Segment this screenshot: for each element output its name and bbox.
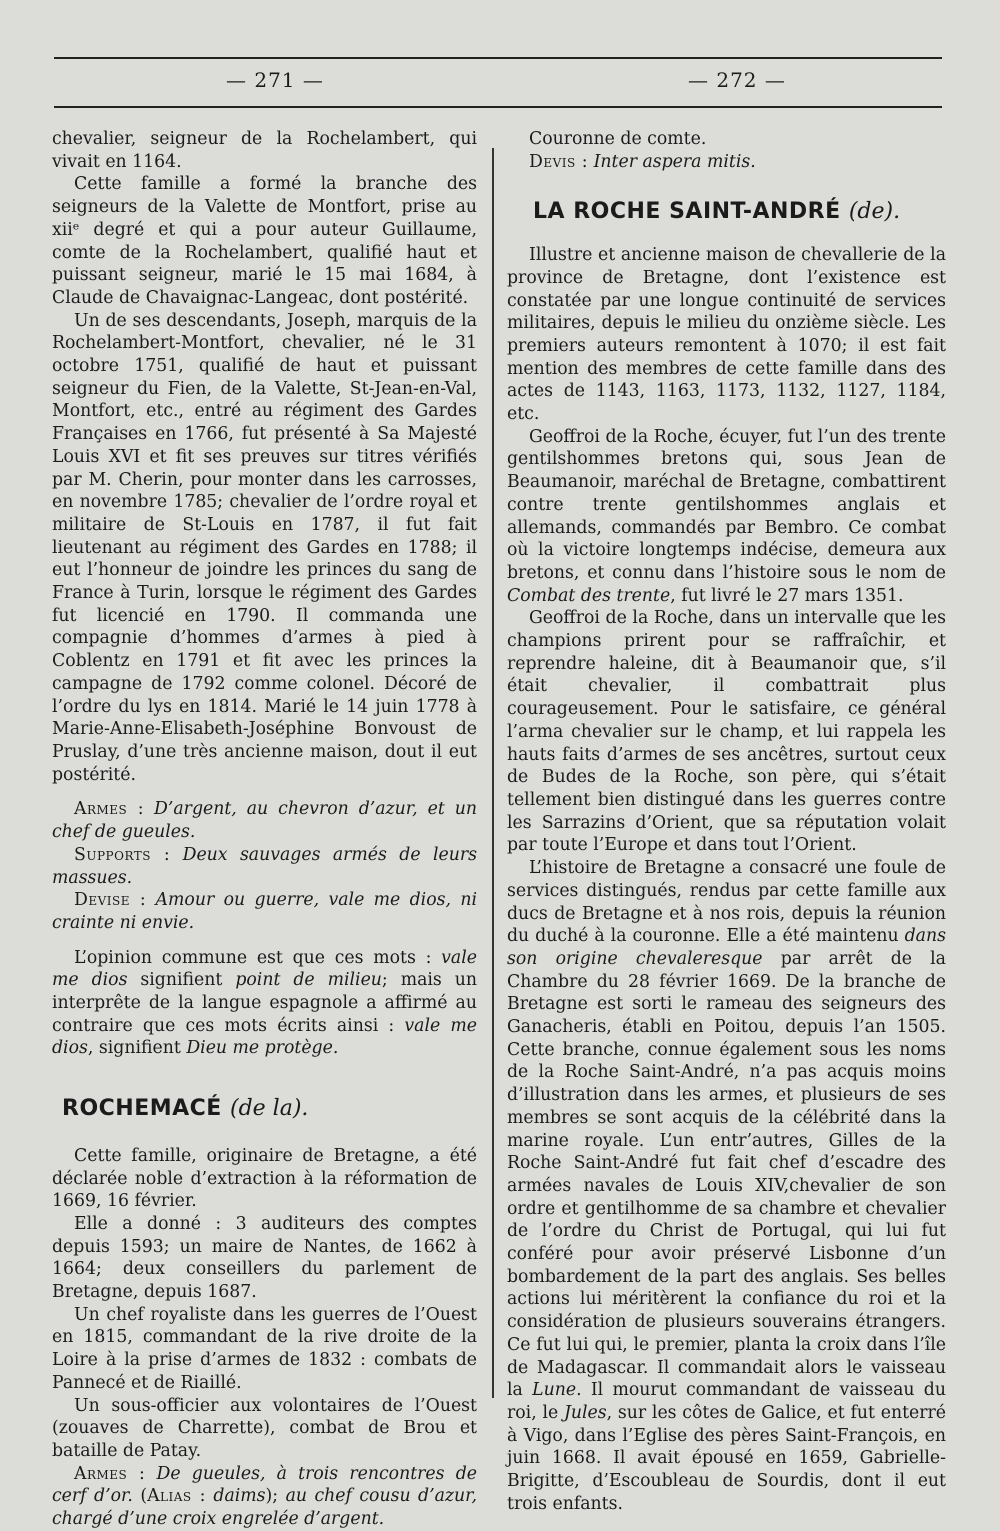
text-run: L’histoire de Bretagne a consacré une foule de services distingués, rendus par cette famille aux ducs de Bretagne et à nos rois, depuis la réunion du duché à la couronne. Elle a été maintenu	[507, 858, 946, 947]
paragraph	[507, 426, 946, 608]
paragraph: Un chef royaliste dans les guerres de l’Ouest en 1815, commandant de la rive droite de la Loire à la prise d’armes de 1832 : combats de Pannecé et de Riaillé.	[52, 1304, 477, 1393]
text-run: , sur les côtes de Galice, et fut enterré à Vigo, dans l’Eglise des pères Saint-François, en juin 1668. Il avait épousé en 1659, Gabrielle-Brigitte, d’Escoubleau de Sourdis, dont il eut trois enfants.	[507, 1402, 946, 1514]
italic-run: vale me dios	[52, 947, 477, 991]
heading-name: ROCHEMACÉ	[62, 1096, 222, 1122]
armes-text: D’argent, au chevron d’azur, et un chef de gueules.	[52, 799, 477, 843]
text-run: ; mais un interprête de la langue espagnole a affirmé au contraire que ces mots écrits ainsi :	[52, 970, 477, 1036]
page-number-left: — 271 —	[226, 68, 324, 92]
armes-text: au chef cousu d’azur, chargé d’une croix engrelée d’argent.	[52, 1486, 477, 1530]
text-run: , fut livré le 27 mars 1351.	[670, 585, 904, 606]
heading-name: LA ROCHE SAINT-ANDRÉ	[533, 199, 841, 225]
italic-run: Dieu me protège.	[186, 1038, 339, 1059]
italic-run: vale me dios	[52, 1015, 477, 1059]
text-run: );	[265, 1486, 279, 1507]
armes-label: Armes :	[74, 1463, 146, 1484]
devis-label: Devis :	[529, 151, 589, 172]
text-run: (	[140, 1486, 148, 1507]
italic-run: Jules	[563, 1402, 607, 1423]
page-number-right: — 272 —	[688, 68, 786, 92]
devis-text: Inter aspera mitis.	[593, 151, 756, 172]
supports-label: Supports :	[74, 844, 171, 865]
header-bottom-rule	[54, 106, 942, 108]
paragraph: Illustre et ancienne maison de chevallerie de la province de Bretagne, dont l’existence est constatée par une longue continuité de services militaires, depuis le milieu du onzième siècle. Les premiers auteurs remontent à 1070; il est fait mention des membres de cette famille dans des actes de 1143, 1163, 1173, 1132, 1127, 1184, etc.	[507, 245, 946, 425]
italic-run: point de milieu	[235, 970, 382, 991]
header-top-rule	[54, 57, 942, 59]
armes-text: De gueules, à trois rencontres de cerf d’or.	[52, 1463, 477, 1507]
paragraph: Elle a donné : 3 auditeurs des comptes depuis 1593; un maire de Nantes, de 1662 à 1664; deux conseillers du parlement de Bretagne, depuis 1687.	[52, 1213, 477, 1303]
paragraph: Cette famille a formé la branche des seigneurs de la Valette de Montfort, prise au xiiᵉ degré et qui a pour auteur Guillaume, comte de la Rochelambert, qualifié haut et puissant seigneur, marié le 15 mai 1684, à Claude de Chavaignac-Langeac, dont postérité.	[52, 174, 477, 308]
paragraph: Un de ses descendants, Joseph, marquis de la Rochelambert-Montfort, chevalier, né le 31 octobre 1751, qualifié de haut et puissant seigneur du Fien, de la Valette, St-Jean-en-Val, Montfort, etc., entré au régiment des Gardes Françaises en 1766, fut présenté à Sa Majesté Louis XVI et fit ses preuves sur titres vérifiés par M. Cherin, pour monter dans les carrosses, en novembre 1785; chevalier de l’ordre royal et militaire de St-Louis en 1787, il fut fait lieutenant au régiment des Gardes en 1788; il eut l’honneur de joindre les princes du sang de France à Turin, lorsque le régiment des Gardes fut licencié en 1790. Il commanda une compagnie d’hommes d’armes à pied à Coblentz en 1791 et fit avec les princes la campagne de 1792 comme colonel. Décoré de l’ordre du lys en 1814. Marié le 14 juin 1778 à Marie-Anne-Elisabeth-Joséphine Bonvoust de Pruslay, d’une très ancienne maison, dout il eut postérité.	[52, 310, 477, 785]
armes-label: Armes :	[74, 799, 145, 820]
opinion-paragraph	[52, 947, 477, 1061]
column-divider	[492, 148, 494, 1398]
alias-label: Alias :	[147, 1486, 206, 1507]
left-column	[52, 128, 477, 1531]
paragraph: Geoffroi de la Roche, dans un intervalle que les champions prirent pour se raffraîchir, et reprendre haleine, dit à Beaumanoir que, s’il était chevalier, il combattrait plus courageusement. Pour le satisfaire, ce général l’arma chevalier sur le champ, et lui rappela les hauts faits d’armes de ses ancêtres, surtout ceux de Budes de la Roche, son père, qui s’était tellement bien distingué dans les guerres contre les Sarrazins d’Orient, que sa réputation volait par toute l’Europe et dans tout l’Orient.	[507, 608, 946, 856]
paragraph: chevalier, seigneur de la Rochelambert, qui vivait en 1164.	[52, 129, 477, 172]
supports-line	[52, 844, 477, 889]
text-run: par arrêt de la Chambre du 28 février 1669. De la branche de Bretagne est sorti le rameau des seigneurs des Ganacheris, établi en Poitou, depuis l’an 1505. Cette branche, connue également sous les noms de la Roche Saint-André, n’a pas acquis moins d’illustration dans les armes, et plusieurs de ses membres se sont acquis de la célébrité dans la marine royale. L’un entr’autres, Gilles de la Roche Saint-André fut fait chef d’escadre des armées navales de Louis XIV,chevalier de son ordre et gentilhomme de sa chambre et chevalier de l’ordre du Christ de Portugal, qui lui fut conféré pour avoir préservé Lisbonne d’un bombardement de la part des anglais. Ses belles actions lui méritèrent la confiance du roi et la considération de plusieurs souverains étrangers. Ce fut lui qui, le premier, planta la croix dans l’île de Madagascar. Il commandait alors le vaisseau la	[507, 948, 946, 1401]
heading-particle: (de la).	[230, 1096, 309, 1122]
text-run: L’opinion commune est que ces mots :	[74, 947, 432, 968]
devise-text: Amour ou guerre, vale me dios, ni crainte ni envie.	[52, 890, 477, 933]
devise-label: Devise :	[74, 890, 147, 911]
couronne-line: Couronne de comte.	[529, 129, 707, 149]
italic-run: Lune	[532, 1380, 577, 1401]
devis-line	[507, 151, 946, 174]
text-run: Geoffroi de la Roche, écuyer, fut l’un des trente gentilshommes bretons qui, sous Jean de Beaumanoir, maréchal de Bretagne, combattirent contre trente gentilshommes anglais et allemands, commandés par Bembro. Ce combat où la victoire longtemps indécise, demeura aux bretons, et connu dans l’histoire sous le nom de	[507, 426, 946, 583]
text-run: . Il mourut commandant de vaisseau du roi, le	[507, 1380, 947, 1423]
italic-run: Combat des trente	[507, 585, 671, 606]
armes-line	[52, 798, 477, 843]
text-run: , signifient	[87, 1038, 181, 1059]
heading-particle: (de).	[848, 199, 901, 225]
text-run: signifient	[140, 970, 223, 991]
paragraph: Un sous-officier aux volontaires de l’Ouest (zouaves de Charrette), combat de Brou et bataille de Patay.	[52, 1395, 477, 1461]
paragraph: Cette famille, originaire de Bretagne, a été déclarée noble d’extraction à la réformation de 1669, 16 février.	[52, 1145, 477, 1212]
right-column	[507, 128, 946, 1515]
supports-text: Deux sauvages armés de leurs massues.	[52, 844, 477, 888]
alias-text: daims	[213, 1486, 266, 1507]
paragraph	[507, 857, 946, 1515]
section-heading-rochemace	[62, 1098, 477, 1121]
devise-line	[52, 889, 477, 934]
armes-line	[52, 1463, 477, 1531]
section-heading-la-roche-saint-andre	[533, 201, 946, 224]
italic-run: dans son origine chevaleresque	[507, 926, 946, 969]
